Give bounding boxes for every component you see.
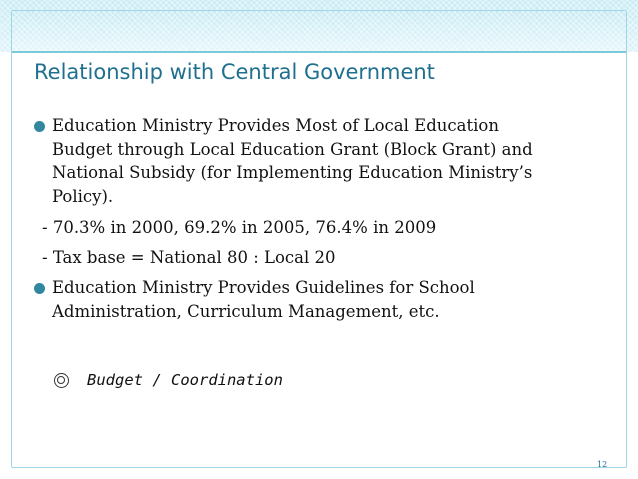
sub-point: - 70.3% in 2000, 69.2% in 2005, 76.4% in 2009 [42, 218, 437, 237]
bullet-item [34, 276, 594, 323]
page-number: 12 [597, 460, 608, 469]
slide-content [34, 114, 594, 323]
bullet-line: Policy). [52, 186, 114, 206]
double-circle-icon [54, 373, 69, 388]
frame-pattern-strip [12, 11, 626, 53]
bullet-item [34, 114, 594, 208]
reference-text: Budget / Coordination [87, 371, 283, 389]
bullet-line: National Subsidy (for Implementing Education Ministry’s [52, 163, 533, 182]
bullet-line: Education Ministry Provides Most of Local Education [52, 116, 499, 135]
bullet-dot-icon [34, 121, 45, 132]
sub-point: - Tax base = National 80 : Local 20 [42, 247, 336, 267]
bullet-line: Administration, Curriculum Management, etc. [52, 301, 440, 321]
bullet-line: Budget through Local Education Grant (Block Grant) and [52, 139, 533, 159]
reference-line [54, 371, 283, 389]
bullet-line: Education Ministry Provides Guidelines for School [52, 278, 475, 297]
slide-title: Relationship with Central Government [34, 60, 435, 84]
bullet-dot-icon [34, 283, 45, 294]
